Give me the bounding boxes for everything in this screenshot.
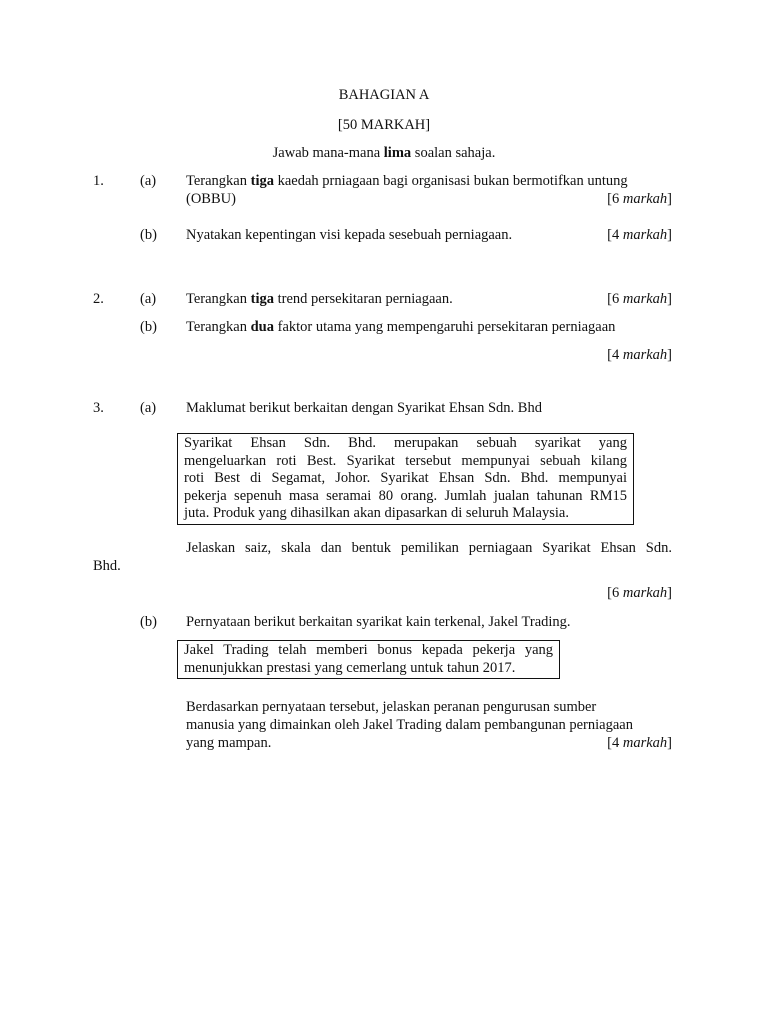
q2b-label: (b) <box>140 319 157 335</box>
q1a-text-line2: (OBBU) <box>186 191 236 207</box>
q2a-text-bold: tiga <box>250 291 274 307</box>
q3a-question-line1: Jelaskan saiz, skala dan bentuk pemilikan perniagaan Syarikat Ehsan Sdn. <box>186 540 672 556</box>
q1a-label: (a) <box>140 173 157 189</box>
q2b-text-bold: dua <box>250 319 274 335</box>
q3a-marks-num: [6 <box>607 585 623 601</box>
q1a-text-pre: Terangkan <box>186 173 251 189</box>
q2-number: 2. <box>93 291 104 307</box>
q3a-marks-word: markah <box>622 585 668 601</box>
q2b-text-post: faktor utama yang mempengaruhi persekitaran perniagaan <box>274 319 616 335</box>
q3a-intro: Maklumat berikut berkaitan dengan Syarikat Ehsan Sdn. Bhd <box>186 400 542 416</box>
q3a-box-line: pekerja sepenuh masa seramai 80 orang. Jumlah jualan tahunan RM15 <box>184 487 627 504</box>
q3a-marks-end: ] <box>667 585 672 601</box>
q3a-question-line2: Bhd. <box>93 558 121 574</box>
q3b-box-line: Jakel Trading telah memberi bonus kepada pekerja yang <box>184 642 553 658</box>
q3b-marks-end: ] <box>667 735 672 751</box>
q2a-marks-num: [6 <box>607 291 623 307</box>
q2a-marks <box>607 290 672 308</box>
instructions-text-2: soalan sahaja. <box>411 145 496 161</box>
q3b-marks-num: [4 <box>607 735 623 751</box>
q2b-marks-word: markah <box>622 347 668 363</box>
q1a-text <box>186 172 628 190</box>
q1a-marks-word: markah <box>622 191 668 207</box>
q2a-text-post: trend persekitaran perniagaan. <box>273 291 453 307</box>
q2a-marks-word: markah <box>622 291 668 307</box>
q1b-marks-num: [4 <box>607 227 623 243</box>
q3-number: 3. <box>93 400 104 416</box>
q3b-info-box <box>177 640 560 679</box>
q1a-marks-end: ] <box>667 191 672 207</box>
q2a-text <box>186 290 453 308</box>
q2a-marks-end: ] <box>667 291 672 307</box>
q1a-text-post: kaedah prniagaan bagi organisasi bukan bermotifkan untung <box>273 173 628 189</box>
q3a-label: (a) <box>140 400 157 416</box>
q1a-text-bold: tiga <box>250 173 274 189</box>
q1-number: 1. <box>93 173 104 189</box>
q3b-intro: Pernyataan berikut berkaitan syarikat kain terkenal, Jakel Trading. <box>186 614 571 630</box>
q1b-text: Nyatakan kepentingan visi kepada sesebuah perniagaan. <box>186 227 513 243</box>
q2b-marks-end: ] <box>667 347 672 363</box>
q1a-marks-num: [6 <box>607 191 623 207</box>
q3b-marks <box>607 734 672 752</box>
q3b-label: (b) <box>140 614 157 630</box>
instructions <box>0 144 768 162</box>
q3b-marks-word: markah <box>622 735 668 751</box>
instructions-text-1: Jawab mana-mana <box>272 145 384 161</box>
q1b-marks-end: ] <box>667 227 672 243</box>
q2b-text-pre: Terangkan <box>186 319 251 335</box>
q2a-label: (a) <box>140 291 157 307</box>
q1b-marks <box>607 226 672 244</box>
q3a-box-line: juta. Produk yang dihasilkan akan dipasarkan di seluruh Malaysia. <box>184 505 569 521</box>
q1b-label: (b) <box>140 227 157 243</box>
q3a-box-line: Syarikat Ehsan Sdn. Bhd. merupakan sebuah syarikat yang <box>184 435 627 451</box>
q1b-marks-word: markah <box>622 227 668 243</box>
q2a-text-pre: Terangkan <box>186 291 251 307</box>
q3b-question-line: yang mampan. <box>186 735 272 751</box>
q3b-box-line: menunjukkan prestasi yang cemerlang untuk tahun 2017. <box>184 659 516 676</box>
q2b-marks-num: [4 <box>607 347 623 363</box>
q3b-question-line: Berdasarkan pernyataan tersebut, jelaskan peranan pengurusan sumber <box>186 699 597 715</box>
q3a-marks <box>607 584 672 602</box>
q3a-info-box <box>177 433 634 525</box>
section-marks: [50 MARKAH] <box>337 117 431 133</box>
instructions-bold: lima <box>383 145 412 161</box>
q2b-text <box>186 318 615 336</box>
q3a-box-line: mengeluarkan roti Best. Syarikat tersebut mempunyai sebuah kilang <box>184 452 627 469</box>
section-title: BAHAGIAN A <box>338 87 430 103</box>
q3a-box-line: roti Best di Segamat, Johor. Syarikat Ehsan Sdn. Bhd. mempunyai <box>184 470 627 486</box>
q3b-question-line: manusia yang dimainkan oleh Jakel Trading dalam pembangunan perniagaan <box>186 717 633 733</box>
q1a-marks <box>607 190 672 208</box>
q2b-marks <box>607 346 672 364</box>
